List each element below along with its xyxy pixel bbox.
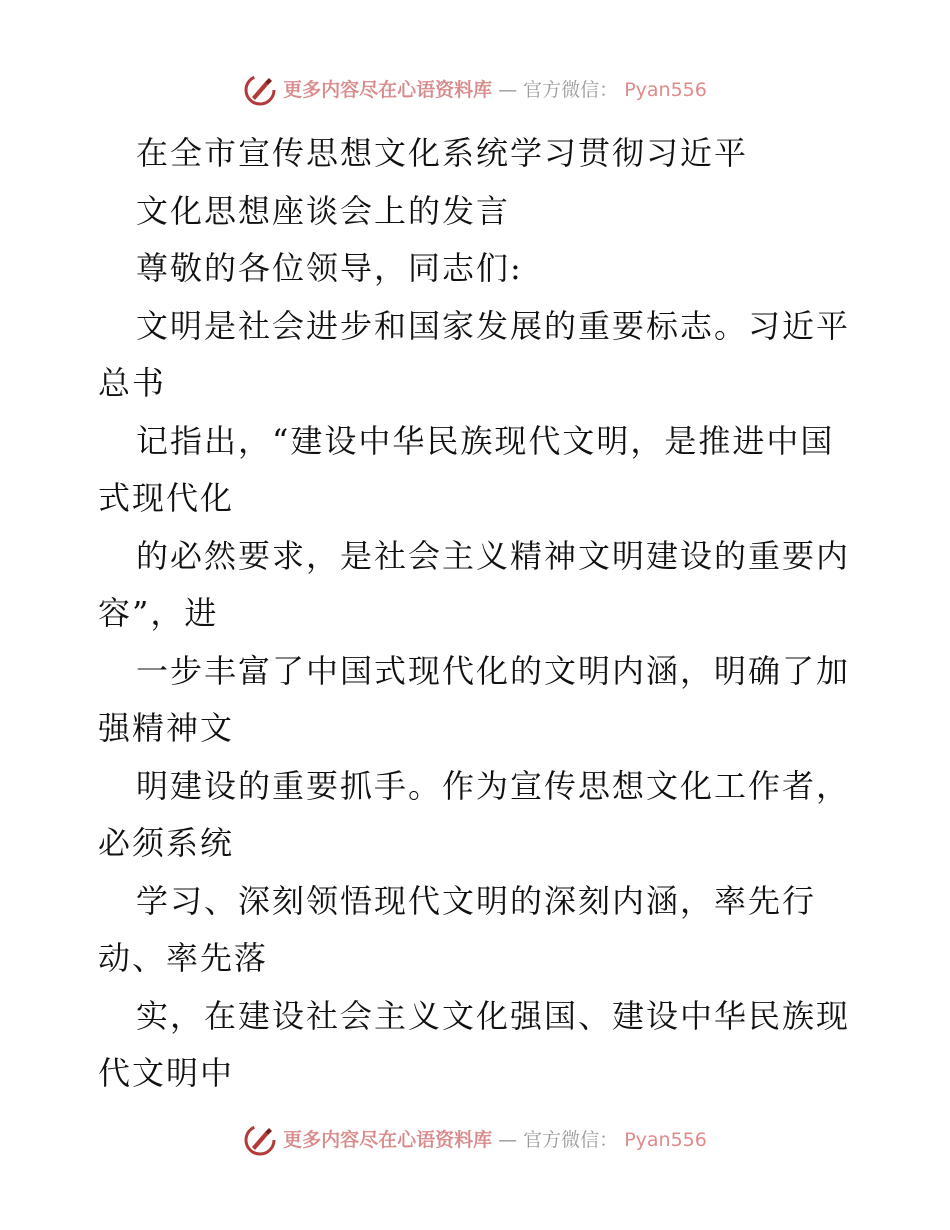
paragraph [98, 298, 858, 1103]
watermark-header [0, 70, 950, 110]
body-line: 代文明中 [98, 1054, 235, 1092]
body-line: 强精神文 [98, 709, 235, 747]
watermark-wechat-id: Pyan556 [624, 78, 707, 101]
watermark-site-text: 更多内容尽在心语资料库 [283, 78, 493, 101]
title-line-2: 文化思想座谈会上的发言 [136, 191, 511, 230]
watermark-label: 官方微信： [523, 1128, 619, 1151]
title-line-1: 在全市宣传思想文化系统学习贯彻习近平 [136, 134, 749, 172]
watermark-site-text: 更多内容尽在心语资料库 [283, 1128, 493, 1151]
body-line: 容”，进 [98, 594, 219, 632]
body-line: 文明是社会进步和国家发展的重要标志。习近平 [136, 306, 851, 345]
watermark-wechat-id: Pyan556 [624, 1128, 707, 1151]
salutation: 尊敬的各位领导，同志们: [136, 249, 523, 287]
watermark-dash: — [498, 1128, 518, 1151]
body-line: 记指出，“建设中华民族现代文明，是推进中国 [136, 421, 835, 460]
body-line: 式现代化 [98, 479, 235, 517]
pen-swirl-logo-icon [243, 73, 277, 107]
body-line: 总书 [98, 364, 167, 402]
body-line: 实，在建设社会主义文化强国、建设中华民族现 [136, 996, 851, 1035]
watermark-footer [0, 1120, 950, 1160]
body-line: 一步丰富了中国式现代化的文明内涵，明确了加 [136, 651, 851, 690]
watermark-label: 官方微信： [523, 78, 619, 101]
pen-swirl-logo-icon [243, 1123, 277, 1157]
watermark-dash: — [498, 78, 518, 101]
body-line: 学习、深刻领悟现代文明的深刻内涵，率先行 [136, 881, 817, 920]
document-body [98, 125, 858, 1103]
body-line: 明建设的重要抓手。作为宣传思想文化工作者， [136, 766, 851, 805]
body-line: 的必然要求，是社会主义精神文明建设的重要内 [136, 536, 851, 575]
body-line: 动、率先落 [98, 939, 269, 977]
body-line: 必须系统 [98, 824, 235, 862]
